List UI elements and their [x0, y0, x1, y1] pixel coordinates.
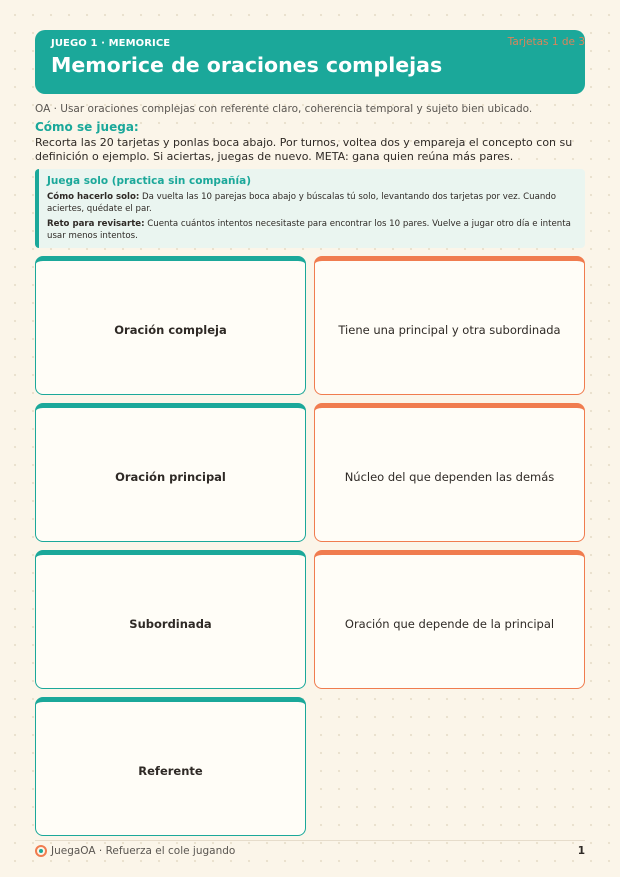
footer-divider	[35, 840, 585, 841]
card-text: Oración que depende de la principal	[344, 616, 555, 631]
card-text: Tiene una principal y otra subordinada	[338, 322, 561, 337]
solo-challenge-label: Reto para revisarte:	[47, 219, 145, 229]
page-title: Memorice de oraciones complejas	[51, 53, 443, 77]
solo-play-box	[35, 169, 585, 248]
card-text: Oración compleja	[114, 322, 227, 337]
card-text: Núcleo del que dependen las demás	[344, 469, 555, 484]
card-text: Subordinada	[129, 616, 212, 631]
page-footer	[35, 843, 585, 859]
page-number: 1	[577, 845, 585, 857]
solo-title: Juega solo (practica sin compañía)	[47, 175, 251, 187]
header-banner	[35, 30, 585, 94]
memory-card-definition[interactable]	[314, 550, 585, 689]
solo-challenge	[47, 218, 575, 242]
card-set-label: Tarjetas 1 de 3	[507, 36, 585, 48]
footer-brand-text: JuegaOA · Refuerza el cole jugando	[51, 845, 236, 857]
memory-card-concept[interactable]	[35, 697, 306, 836]
card-text: Referente	[138, 763, 203, 778]
how-to-heading: Cómo se juega:	[35, 120, 139, 134]
memory-card-concept[interactable]	[35, 256, 306, 395]
card-text: Oración principal	[115, 469, 226, 484]
memory-card-definition[interactable]	[314, 256, 585, 395]
solo-how	[47, 191, 575, 215]
game-kicker: JUEGO 1 · MEMORICE	[51, 38, 171, 49]
memory-card-concept[interactable]	[35, 550, 306, 689]
solo-challenge-text: Cuenta cuántos intentos necesitaste para encontrar los 10 pares. Vuelve a jugar otro día e intenta usar menos intentos.	[47, 219, 571, 241]
solo-how-text: Da vuelta las 10 parejas boca abajo y búscalas tú solo, levantando dos tarjetas por vez. Cuando aciertes, quédate el par.	[47, 192, 557, 214]
how-to-rules: Recorta las 20 tarjetas y ponlas boca abajo. Por turnos, voltea dos y empareja el concepto con su definición o ejemplo. Si aciertas, juegas de nuevo. META: gana quien reúna más pares.	[35, 136, 573, 163]
solo-how-label: Cómo hacerlo solo:	[47, 192, 140, 202]
memory-card-definition[interactable]	[314, 403, 585, 542]
target-logo-icon	[35, 845, 47, 857]
learning-objective: OA · Usar oraciones complejas con referente claro, coherencia temporal y sujeto bien ubicado.	[35, 103, 533, 115]
footer-brand	[35, 845, 235, 857]
memory-card-concept[interactable]	[35, 403, 306, 542]
